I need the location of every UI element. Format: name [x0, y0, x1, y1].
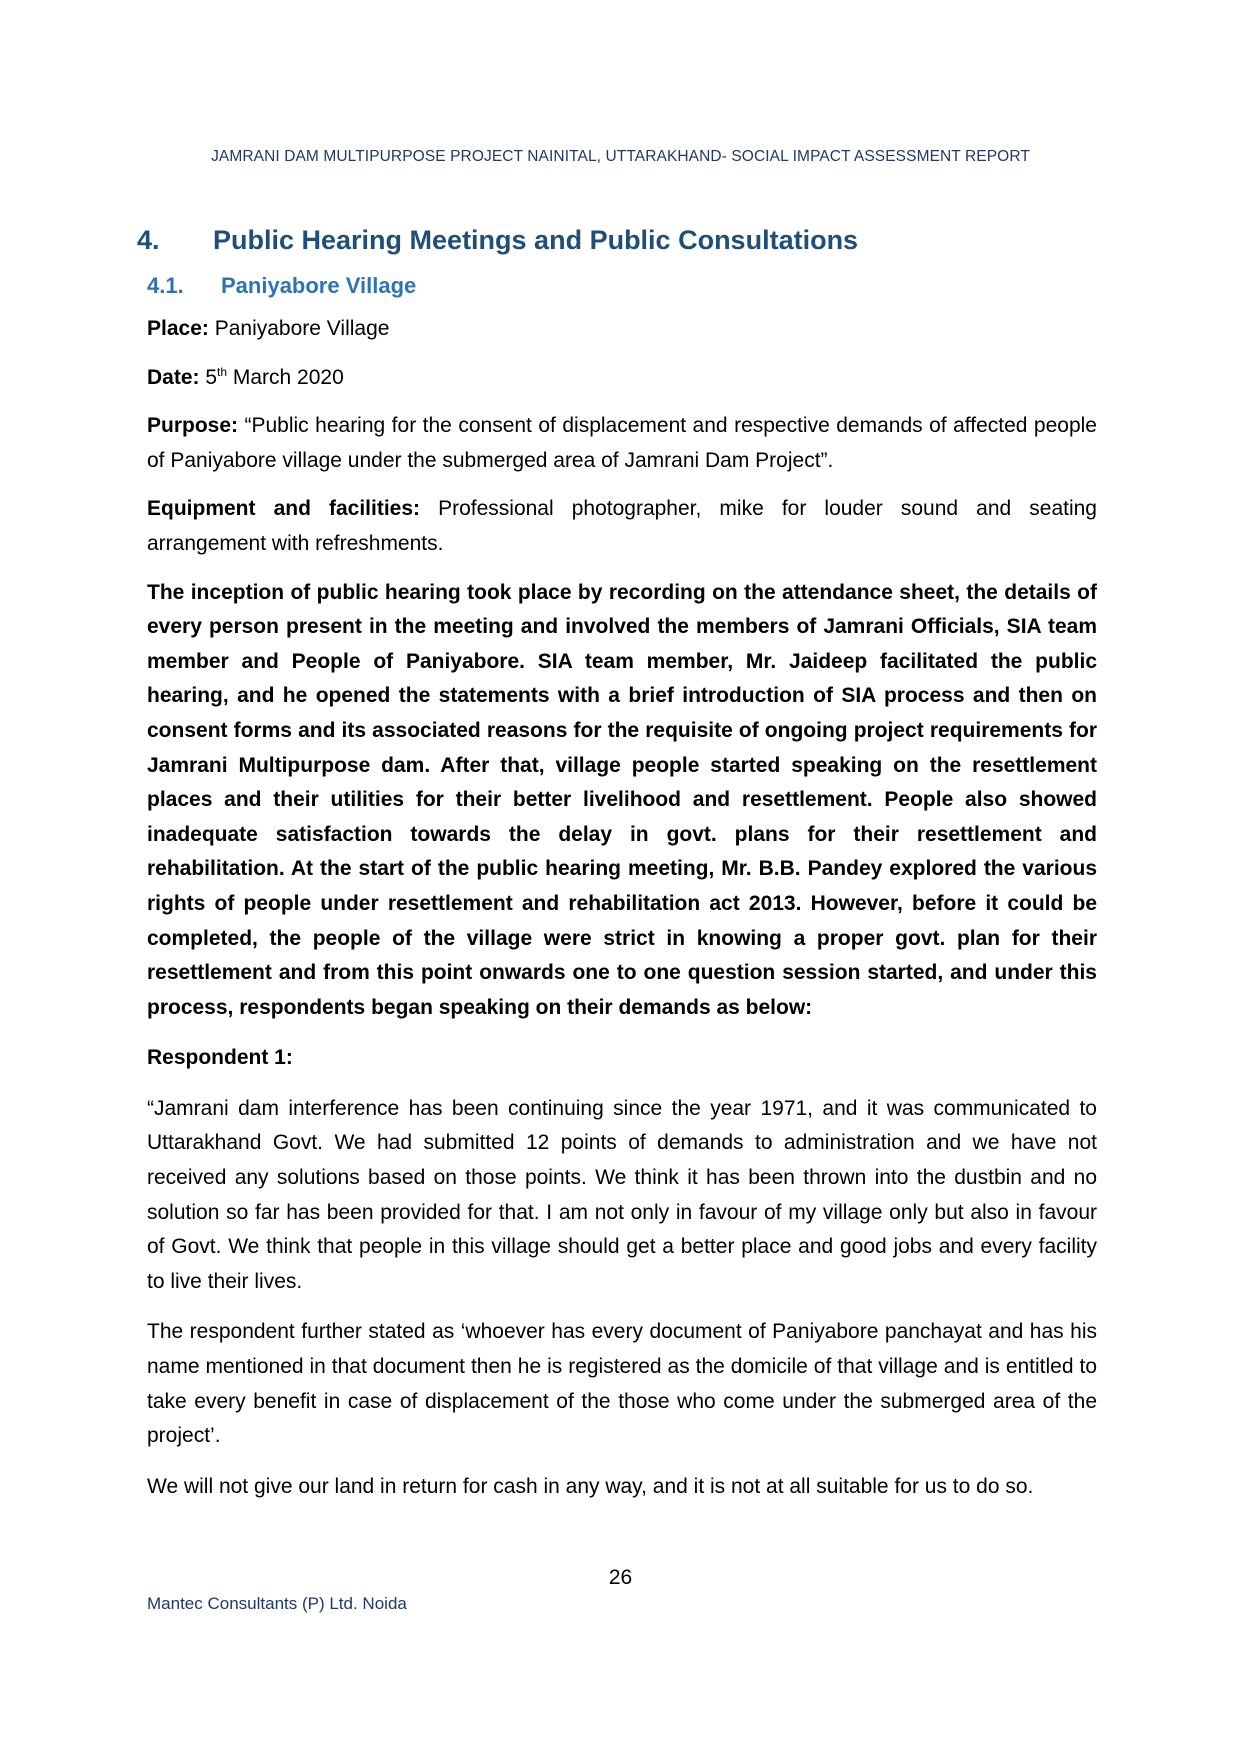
- section-number: 4.: [137, 225, 160, 255]
- place-value: Paniyabore Village: [208, 317, 390, 340]
- respondent-paragraph-2: The respondent further stated as ‘whoever has every document of Paniyabore panchayat and has his name mentioned in that document then he is registered as the domicile of that village and is entitled to take every benefit in case of displacement of the those who come under the submerged area of the project’.: [147, 1320, 1097, 1448]
- respondent-paragraph-3: We will not give our land in return for cash in any way, and it is not at all suitable for us to do so.: [147, 1474, 1034, 1498]
- intro-paragraph: The inception of public hearing took place by recording on the attendance sheet, the details of every person present in the meeting and involved the members of Jamrani Officials, SIA team member and People of Paniyabore. SIA team member, Mr. Jaideep facilitated the public hearing, and he opened the statements with a brief introduction of SIA process and then on consent forms and its associated reasons for the requisite of ongoing project requirements for Jamrani Multipurpose dam. After that, village people started speaking on the resettlement places and their utilities for their better livelihood and resettlement. People also showed inadequate satisfaction towards the delay in govt. plans for their resettlement and rehabilitation. At the start of the public hearing meeting, Mr. B.B. Pandey explored the various rights of people under resettlement and rehabilitation act 2013. However, before it could be completed, the people of the village were strict in knowing a proper govt. plan for their resettlement and from this point onwards one to one question session started, and under this process, respondents began speaking on their demands as below:: [147, 580, 1097, 1019]
- date-label: Date:: [147, 365, 200, 389]
- respondent-heading: Respondent 1:: [147, 1046, 293, 1070]
- subsection-title: Paniyabore Village: [221, 273, 417, 298]
- equipment-value: Professional photographer, mike for louder sound and seating arrangement with refreshments.: [147, 497, 1097, 555]
- date-suffix: th: [217, 364, 228, 379]
- purpose-line: [147, 409, 1097, 478]
- running-header: JAMRANI DAM MULTIPURPOSE PROJECT NAINITAL, UTTARAKHAND- SOCIAL IMPACT ASSESSMENT REPORT: [211, 148, 1030, 165]
- equipment-label: Equipment and facilities:: [147, 497, 421, 521]
- running-footer: Mantec Consultants (P) Ltd. Noida: [147, 1594, 407, 1613]
- date-day: 5: [199, 365, 218, 389]
- section-title: Public Hearing Meetings and Public Consultations: [213, 225, 859, 255]
- page-content: [137, 218, 1097, 1520]
- purpose-label: Purpose:: [147, 414, 239, 438]
- place-line: [147, 312, 1097, 347]
- purpose-value: “Public hearing for the consent of displacement and respective demands of affected people of Paniyabore village under the submerged area of Jamrani Dam Project”.: [147, 414, 1097, 472]
- date-line: [147, 361, 1097, 396]
- section-heading: [137, 218, 1097, 262]
- date-rest: March 2020: [227, 365, 344, 389]
- subsection-number: 4.1.: [147, 273, 184, 298]
- place-label: Place:: [147, 317, 209, 340]
- equipment-line: [147, 492, 1097, 561]
- page-number: 26: [608, 1566, 633, 1589]
- respondent-paragraph-1: “Jamrani dam interference has been continuing since the year 1971, and it was communicated to Uttarakhand Govt. We had submitted 12 points of demands to administration and we have not received any solutions based on those points. We think it has been thrown into the dustbin and no solution so far has been provided for that. I am not only in favour of my village only but also in favour of Govt. We think that people in this village should get a better place and good jobs and every facility to live their lives.: [147, 1096, 1097, 1293]
- subsection-heading: [147, 268, 1097, 304]
